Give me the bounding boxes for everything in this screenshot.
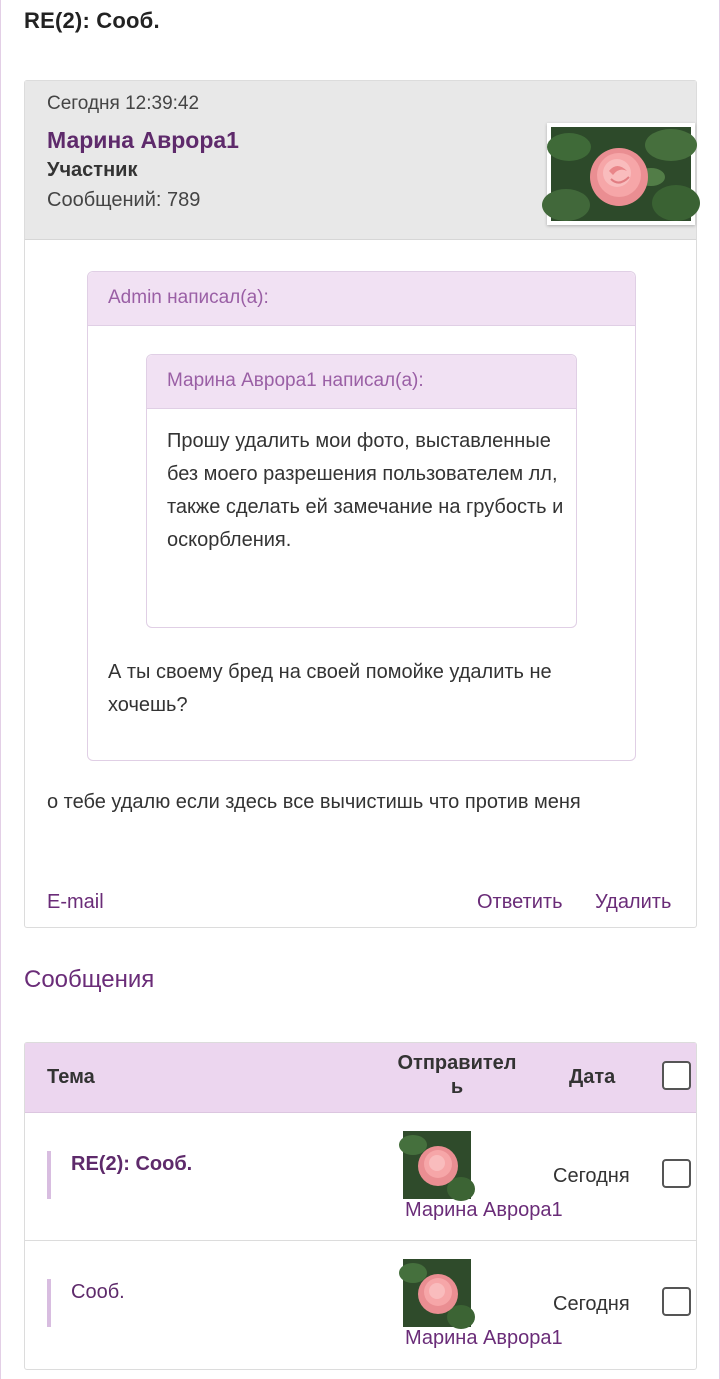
sender-avatar [403, 1131, 471, 1199]
row-indicator [47, 1151, 51, 1199]
header-topic: Тема [47, 1066, 95, 1088]
quote-admin-header: Admin написал(а): [88, 272, 635, 326]
email-link[interactable]: E-mail [47, 891, 104, 913]
quote-admin [87, 271, 636, 761]
table-row[interactable] [25, 1113, 696, 1241]
row-checkbox[interactable] [662, 1287, 691, 1316]
post-header [25, 81, 696, 240]
row-date: Сегодня [553, 1293, 630, 1315]
quote-marina [146, 354, 577, 628]
row-sender[interactable]: Марина Аврора1 [405, 1327, 563, 1349]
post-card [24, 80, 697, 928]
row-topic[interactable]: RE(2): Сооб. [71, 1153, 193, 1175]
messages-table [24, 1042, 697, 1370]
quote-marina-header: Марина Аврора1 написал(а): [147, 355, 576, 409]
row-checkbox[interactable] [662, 1159, 691, 1188]
select-all-checkbox[interactable] [662, 1061, 691, 1090]
sender-avatar [403, 1259, 471, 1327]
post-date: Сегодня 12:39:42 [47, 93, 200, 114]
table-row[interactable] [25, 1241, 696, 1369]
row-topic[interactable]: Сооб. [71, 1281, 125, 1303]
row-sender[interactable]: Марина Аврора1 [405, 1199, 563, 1221]
header-sender: Отправитель [397, 1052, 517, 1098]
delete-link[interactable]: Удалить [595, 891, 672, 913]
header-date: Дата [569, 1066, 616, 1088]
post-message-count: Сообщений: 789 [47, 189, 201, 211]
post-author[interactable]: Марина Аврора1 [47, 127, 239, 153]
row-date: Сегодня [553, 1165, 630, 1187]
page-title: RE(2): Сооб. [24, 8, 160, 33]
rose-image [551, 127, 691, 221]
messages-section-title: Сообщения [24, 966, 155, 993]
author-avatar[interactable] [547, 123, 695, 225]
post-author-role: Участник [47, 159, 138, 181]
row-indicator [47, 1279, 51, 1327]
post-body: о тебе удалю если здесь все вычистишь что против меня [47, 791, 581, 813]
quote-marina-text: Прошу удалить мои фото, выставленные без моего разрешения пользователем лл, также сделать ей замечание на грубость и оскорбления. [167, 430, 564, 551]
quote-admin-text: А ты своему бред на своей помойке удалить не хочешь? [108, 661, 552, 716]
reply-link[interactable]: Ответить [477, 891, 563, 913]
table-header [25, 1043, 696, 1113]
